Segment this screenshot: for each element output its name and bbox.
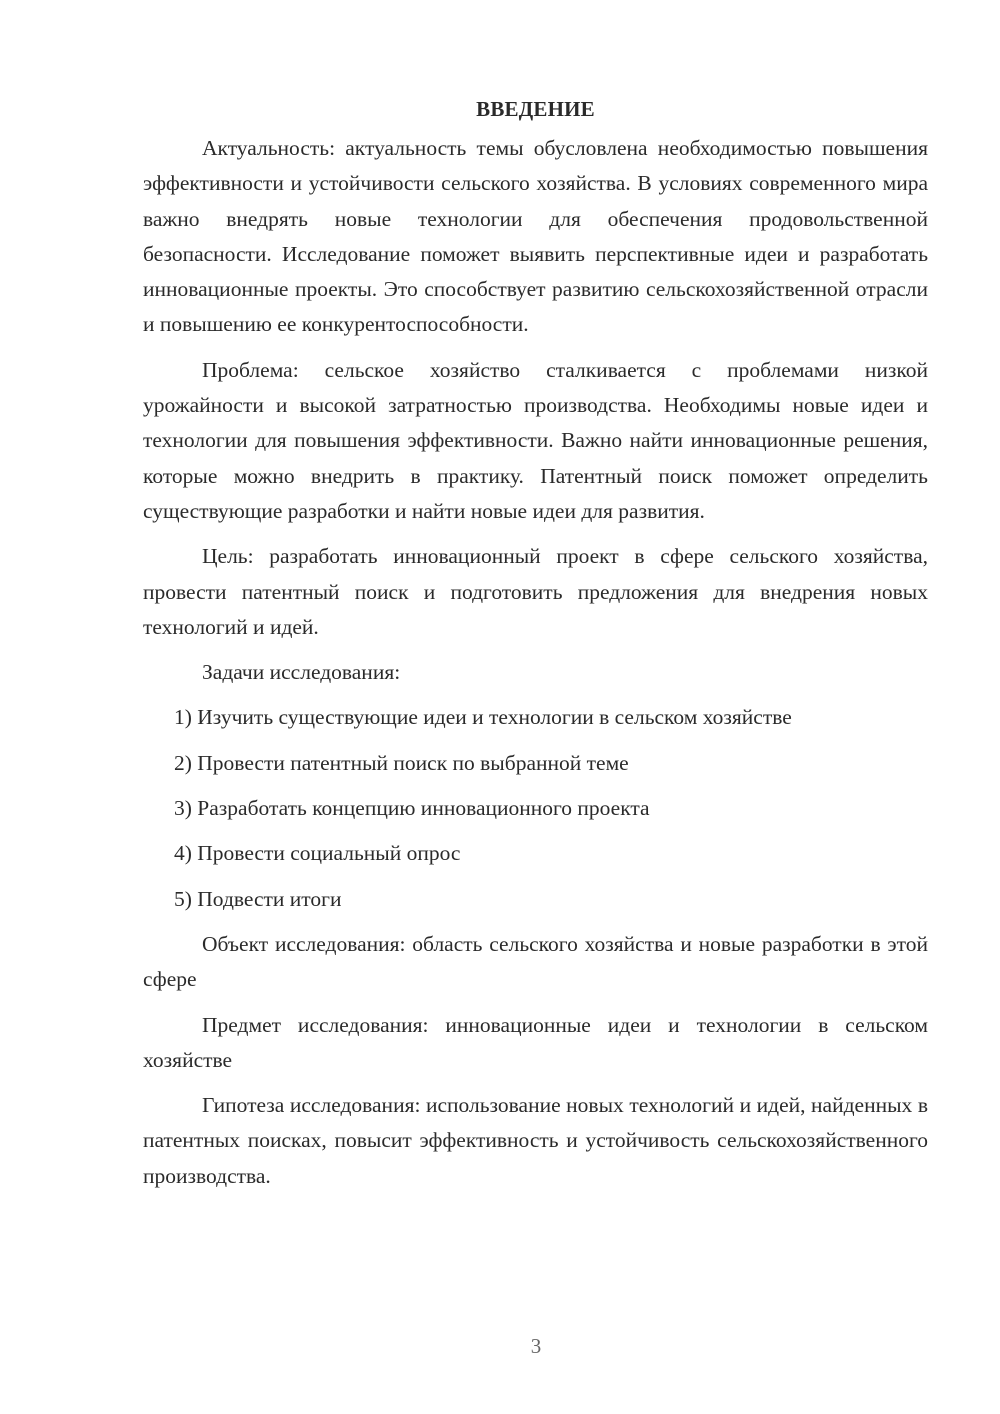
page-number: 3 (530, 1334, 542, 1358)
task-item: 3) Разработать концепцию инновационного проекта (174, 796, 650, 821)
hypothesis-paragraph: Гипотеза исследования: использование новых технологий и идей, найденных в патентных поисках, повысит эффективность и устойчивость сельскохозяйственного производства. (143, 1093, 928, 1188)
goal-paragraph: Цель: разработать инновационный проект в сфере сельского хозяйства, провести патентный поиск и подготовить предложения для внедрения новых технологий и идей. (143, 544, 928, 639)
object-paragraph: Объект исследования: область сельского хозяйства и новые разработки в этой сфере (143, 931, 928, 992)
page-title: ВВЕДЕНИЕ (476, 97, 595, 121)
tasks-list (143, 700, 928, 916)
tasks-heading: Задачи исследования: (202, 660, 401, 685)
task-item: 2) Провести патентный поиск по выбранной теме (174, 750, 629, 775)
page-number-container (0, 1333, 1000, 1359)
task-item: 5) Подвести итоги (174, 886, 342, 911)
page-body (143, 92, 928, 1204)
subject-paragraph: Предмет исследования: инновационные идеи и технологии в сельском хозяйстве (143, 1012, 928, 1072)
task-item: 4) Провести социальный опрос (174, 841, 461, 866)
problem-paragraph: Проблема: сельское хозяйство сталкивается с проблемами низкой урожайности и высокой затратностью производства. Необходимы новые идеи и технологии для повышения эффективности. Важно найти инновационные решения, которые можно внедрить в практику. Патентный поиск поможет определить существующие разработки и найти новые идеи для развития. (143, 357, 928, 523)
task-item: 1) Изучить существующие идеи и технологии в сельском хозяйстве (174, 705, 792, 730)
relevance-paragraph: Актуальность: актуальность темы обусловлена необходимостью повышения эффективности и устойчивости сельского хозяйства. В условиях современного мира важно внедрять новые технологии для обеспечения продовольственной безопасности. Исследование поможет выявить перспективные идеи и разработать инновационные проекты. Это способствует развитию сельскохозяйственной отрасли и повышению ее конкурентоспособности. (143, 136, 928, 337)
